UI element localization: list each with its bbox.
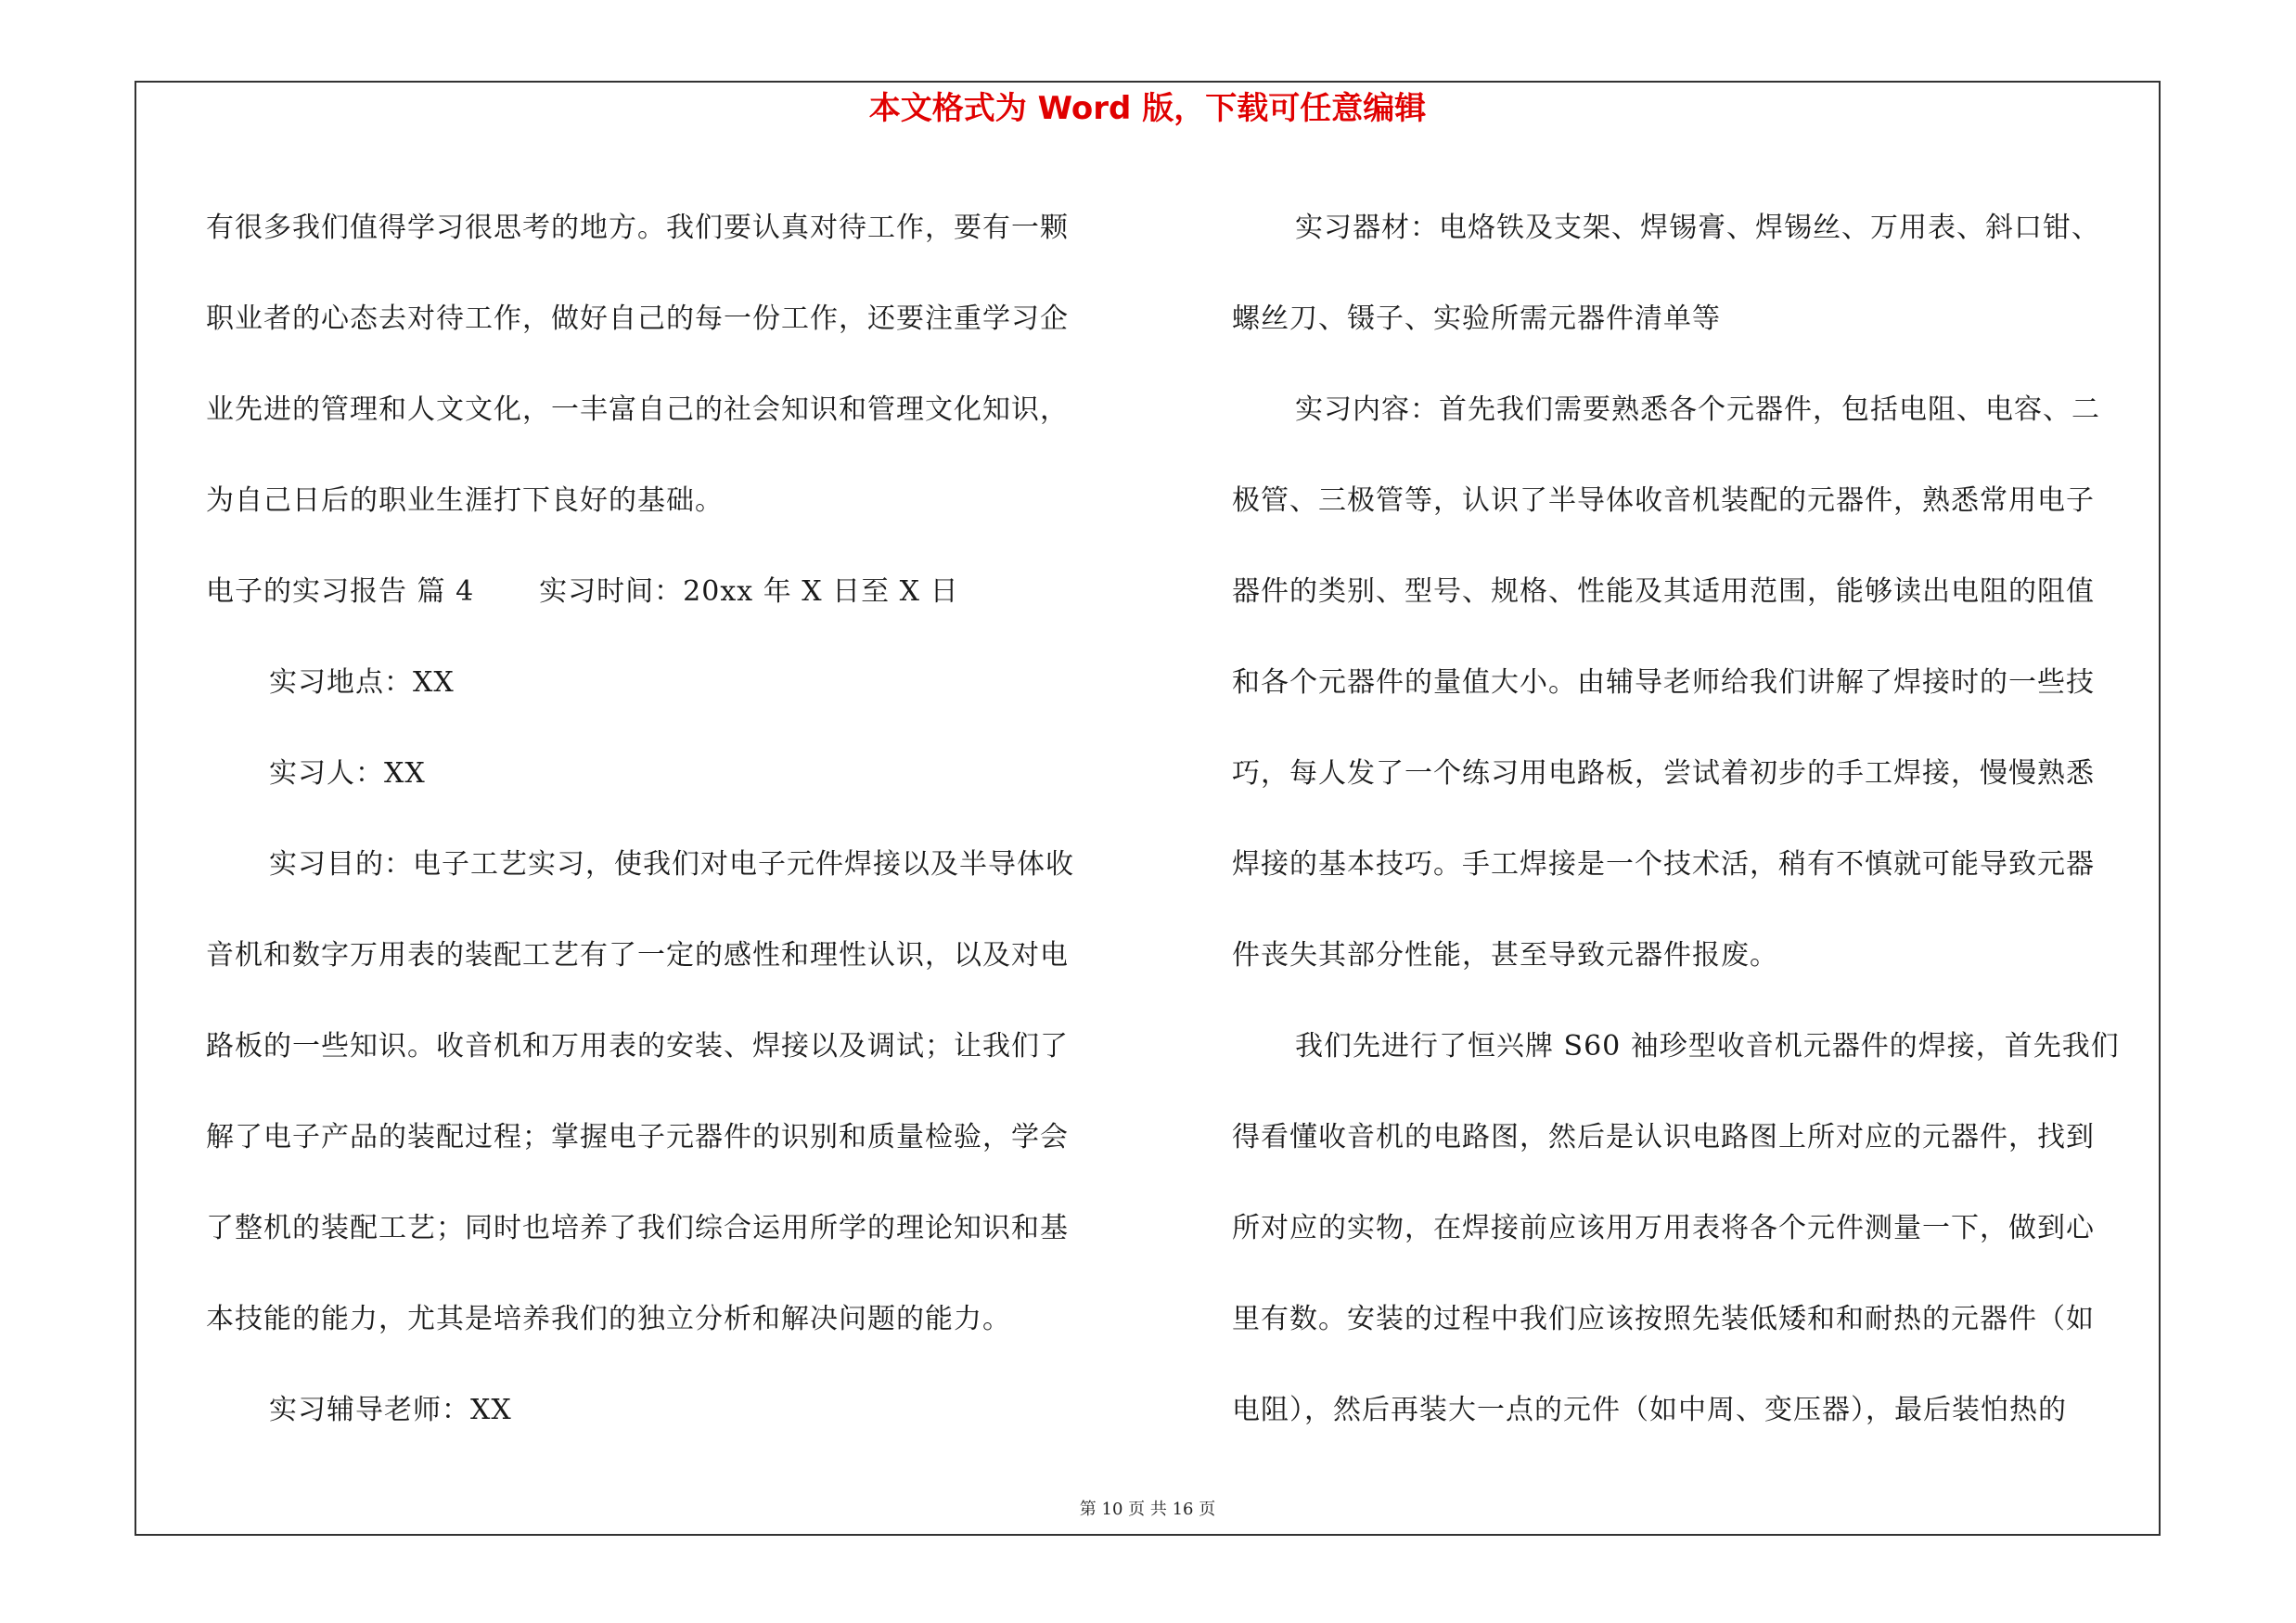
- assembly-line: 所对应的实物，在焊接前应该用万用表将各个元件测量一下，做到心: [1232, 1212, 2095, 1244]
- left-column: [206, 183, 1134, 1456]
- right-column: [1232, 183, 2160, 1456]
- content-line: 件丧失其部分性能，甚至导致元器件报废。: [1232, 939, 1778, 972]
- assembly-line: 电阻），然后再装大一点的元件（如中周、变压器），最后装怕热的: [1232, 1394, 2067, 1426]
- body-line: 为自己日后的职业生涯打下良好的基础。: [206, 484, 724, 517]
- content-line: 实习内容：首先我们需要熟悉各个元器件，包括电阻、电容、二: [1295, 393, 2100, 426]
- format-banner: 本文格式为 Word 版，下载可任意编辑: [868, 90, 1427, 127]
- internship-location: 实习地点：XX: [269, 666, 455, 699]
- page-number: 第 10 页 共 16 页: [1079, 1500, 1216, 1519]
- body-line: 职业者的心态去对待工作，做好自己的每一份工作，还要注重学习企: [206, 303, 1069, 335]
- content-line: 极管、三极管等，认识了半导体收音机装配的元器件，熟悉常用电子: [1232, 484, 2095, 517]
- content-line: 巧，每人发了一个练习用电路板，尝试着初步的手工焊接，慢慢熟悉: [1232, 757, 2095, 790]
- body-line: 业先进的管理和人文文化，一丰富自己的社会知识和管理文化知识，: [206, 393, 1069, 426]
- section-heading-line: [206, 547, 1134, 638]
- assembly-line: 里有数。安装的过程中我们应该按照先装低矮和和耐热的元器件（如: [1232, 1303, 2095, 1335]
- purpose-line: 本技能的能力，尤其是培养我们的独立分析和解决问题的能力。: [206, 1303, 1011, 1335]
- section-heading: 电子的实习报告 篇 4: [206, 575, 475, 608]
- purpose-line: 音机和数字万用表的装配工艺有了一定的感性和理性认识，以及对电: [206, 939, 1069, 972]
- purpose-line: 解了电子产品的装配过程；掌握电子元器件的识别和质量检验，学会: [206, 1121, 1069, 1153]
- content-line: 和各个元器件的量值大小。由辅导老师给我们讲解了焊接时的一些技: [1232, 666, 2095, 699]
- equipment-line: 实习器材：电烙铁及支架、焊锡膏、焊锡丝、万用表、斜口钳、: [1295, 212, 2100, 244]
- assembly-line: 得看懂收音机的电路图，然后是认识电路图上所对应的元器件，找到: [1232, 1121, 2095, 1153]
- content-line: 焊接的基本技巧。手工焊接是一个技术活，稍有不慎就可能导致元器: [1232, 848, 2095, 881]
- internship-time: 实习时间：20xx 年 X 日至 X 日: [539, 575, 959, 608]
- equipment-line: 螺丝刀、镊子、实验所需元器件清单等: [1232, 303, 1721, 335]
- assembly-line: 我们先进行了恒兴牌 S60 袖珍型收音机元器件的焊接，首先我们: [1295, 1030, 2120, 1063]
- body-line: 有很多我们值得学习很思考的地方。我们要认真对待工作，要有一颗: [206, 212, 1069, 244]
- internship-person: 实习人：XX: [269, 757, 426, 790]
- purpose-line: 路板的一些知识。收音机和万用表的安装、焊接以及调试；让我们了: [206, 1030, 1069, 1063]
- purpose-line: 了整机的装配工艺；同时也培养了我们综合运用所学的理论知识和基: [206, 1212, 1069, 1244]
- content-line: 器件的类别、型号、规格、性能及其适用范围，能够读出电阻的阻值: [1232, 575, 2095, 608]
- purpose-line: 实习目的：电子工艺实习，使我们对电子元件焊接以及半导体收: [269, 848, 1074, 881]
- internship-advisor: 实习辅导老师：XX: [269, 1394, 512, 1426]
